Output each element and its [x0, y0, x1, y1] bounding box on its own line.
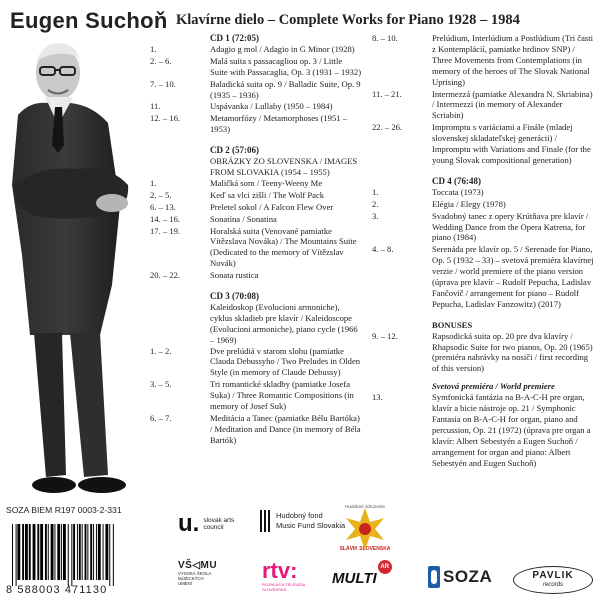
- track-title: Metamorfózy / Metamorphoses (1951 – 1953): [210, 113, 347, 135]
- cd2-subtitle: OBRÁZKY ZO SLOVENSKA / IMAGES FROM SLOVAKIA (1954 – 1955): [210, 156, 358, 177]
- track-number: 3.: [372, 210, 379, 221]
- soza-mark: SOZA: [443, 567, 493, 586]
- barcode-bar: [98, 524, 101, 580]
- slovak-arts-council-text: slovak arts council: [203, 516, 235, 531]
- music-fund-icon: [260, 510, 272, 532]
- track-title: Preletel sokol / A Falcon Flew Over: [210, 201, 334, 212]
- catalog-number: SOZA BIEM R197 0003-2-331: [6, 505, 122, 515]
- track-number: 14. – 16.: [150, 213, 181, 224]
- track-row: [150, 101, 362, 112]
- barcode-bar: [105, 524, 108, 580]
- track-number: 1.: [372, 186, 379, 197]
- barcode-bar: [22, 524, 24, 580]
- cd1-heading: CD 1 (72:05): [210, 33, 259, 43]
- slavik-slovenska-seal: [338, 504, 392, 554]
- pavlik-sub: records: [542, 582, 563, 588]
- track-number: 20. – 22.: [150, 270, 181, 281]
- slovak-arts-council-mark: u.: [178, 510, 200, 537]
- composer-name: Eugen Suchoň: [10, 8, 168, 33]
- vsmu-text: VYSOKÁ ŠKOLA MÚZICKÝCH UMENÍ: [178, 571, 211, 586]
- track-number: 11. – 21.: [372, 88, 402, 99]
- track-number: 11.: [150, 101, 161, 112]
- multi-mark: MULTI: [332, 570, 377, 587]
- track-row: [372, 331, 594, 375]
- vsmu-mark: VŠ◁MU: [178, 560, 218, 571]
- barcode-bar: [17, 524, 20, 580]
- track-number: 17. – 19.: [150, 225, 181, 236]
- barcode-bar: [87, 524, 88, 580]
- tracklist-left-column: [150, 33, 362, 447]
- track-title: Symfonická fantázia na B-A-C-H pre organ, klavír a bicie nástroje op. 21 / Symphonic Fantasia on B-A-C-H for organ, piano and percussion, Op. 21 (1972) (úprava pre organ a klavír: Albert Sebestyén a Eugen Suchoň / arrangement for organ and piano: Albert Sebestyén and Eugen Suchoň): [432, 392, 591, 468]
- barcode: [8, 524, 136, 586]
- cd1-tracks: [150, 44, 362, 135]
- vsmu-logo: [178, 560, 218, 586]
- barcode-bar: [25, 524, 28, 580]
- rtvs-mark: rtv:: [262, 558, 298, 583]
- track-number: 22. – 26.: [372, 122, 403, 133]
- track-row: [372, 89, 594, 122]
- track-title: Sonata rustica: [210, 270, 259, 281]
- seal-text-bottom: SLÁVIK SLOVENSKA: [339, 546, 391, 552]
- track-title: Tri romantické skladby (pamiatke Josefa Suka) / Three Romantic Compositions (in memory of Josef Suk): [210, 379, 354, 412]
- barcode-bar: [61, 524, 62, 580]
- track-title: Horalská suita (Venované pamiatke Vítězslava Nováka) / The Mountains Suite (Dedicated to the memory of Vítězslav Novák): [210, 225, 357, 269]
- track-number: 6. – 13.: [150, 201, 176, 212]
- cd2-heading: CD 2 (57:06): [210, 145, 259, 156]
- pavlik-records-logo: [513, 562, 593, 596]
- track-row: [150, 214, 362, 225]
- track-title: Malá suita s passacagliou op. 3 / Little Suite with Passacaglia, Op. 3 (1931 – 1932): [210, 55, 362, 77]
- cd2-tracks: [150, 178, 362, 281]
- track-number: 6. – 7.: [150, 413, 172, 423]
- barcode-bar: [54, 524, 55, 580]
- barcode-bar: [79, 524, 81, 580]
- barcode-bar: [12, 524, 13, 586]
- barcode-bar: [77, 524, 78, 580]
- bonuses-heading: BONUSES: [432, 319, 473, 330]
- track-number: 1. – 2.: [150, 345, 172, 356]
- world-premiere-heading: Svetová premiéra / World premiere: [432, 381, 555, 392]
- track-title: Intermezzá (pamiatke Alexandra N. Skriabina) / Intermezzi (in memory of Alexander Scriabin): [432, 88, 593, 121]
- track-number: 7. – 10.: [150, 78, 176, 89]
- cd3-tracks-continued: [372, 33, 594, 166]
- barcode-bar: [82, 524, 83, 580]
- track-row: [150, 56, 362, 78]
- track-number: 3. – 5.: [150, 379, 172, 390]
- track-row: [150, 379, 362, 412]
- barcode-bar: [73, 524, 75, 580]
- track-number: 2. – 5.: [150, 189, 172, 200]
- music-fund-name-en: Music Fund Slovakia: [276, 521, 346, 530]
- track-title: Elégia / Elegy (1978): [432, 198, 506, 209]
- track-number: 9. – 12.: [372, 330, 398, 341]
- track-number: 13.: [372, 392, 383, 403]
- track-title: Impromptu s variáciami a Finále (mladej slovenskej skladateľskej generácii) / Impromptu with Variations and Finale (for the young Slovak compositional generation): [432, 122, 591, 165]
- barcode-digits: 8 588003 471130: [6, 584, 108, 596]
- cd4-heading: CD 4 (76:48): [432, 175, 481, 186]
- multi-logo: [332, 560, 392, 590]
- track-row: [150, 113, 362, 135]
- track-row: [372, 122, 594, 166]
- barcode-bar: [90, 524, 92, 580]
- cd4-tracks: [372, 187, 594, 310]
- track-title: Baladická suita op. 9 / Balladic Suite, Op. 9 (1935 – 1936): [210, 78, 361, 100]
- track-title: Maličká som / Teeny-Weeny Me: [210, 177, 323, 188]
- barcode-bar: [16, 524, 17, 586]
- track-row: [372, 392, 594, 468]
- barcode-bar: [37, 524, 39, 580]
- barcode-bar: [103, 524, 104, 580]
- cd3-subtitle: Kaleidoskop (Evolucioni armoniche), cyklus skladieb pre klavír / Kaleidoscope (Evolucioni armoniche), piano cycle (1966 – 1969): [210, 301, 358, 345]
- cd3-tracks: [150, 346, 362, 446]
- track-row: [372, 187, 594, 198]
- track-number: 8. – 10.: [372, 33, 398, 43]
- track-row: [372, 244, 594, 309]
- tracklist-right-column: [372, 33, 594, 470]
- rtvs-logo: [262, 560, 322, 592]
- music-fund-logo: [260, 510, 345, 532]
- multi-badge: AR: [378, 560, 392, 574]
- track-number: 2.: [372, 198, 379, 209]
- album-title: Klavírne dielo – Complete Works for Piano 1928 – 1984: [176, 12, 520, 28]
- track-row: [150, 202, 362, 213]
- barcode-bar: [57, 524, 60, 580]
- track-title: Rapsodická suita op. 20 pre dva klavíry / Rhapsodic Suite for two pianos, Op. 20 (1965) (premiéra nahrávky na nosiči / first recording of this version): [432, 330, 593, 374]
- track-row: [150, 413, 362, 446]
- barcode-bar: [63, 524, 66, 580]
- pavlik-mark: PAVLIK: [532, 570, 574, 581]
- barcode-bar: [96, 524, 97, 580]
- cd3-heading: CD 3 (70:08): [210, 291, 259, 302]
- barcode-bar: [48, 524, 49, 580]
- barcode-bar: [93, 524, 94, 580]
- track-number: 4. – 8.: [372, 244, 394, 255]
- barcode-bar: [33, 524, 36, 580]
- track-row: [150, 270, 362, 281]
- track-number: 1.: [150, 177, 157, 188]
- track-number: 1.: [150, 43, 157, 54]
- track-title: Prelúdium, Interlúdium a Postlúdium (Tri časti z Kontemplácií, pamiatke hrdinov SNP) / Three Movements from Contemplations (in memory of the heroes of The Slovak National Uprising): [432, 33, 594, 87]
- track-number: 2. – 6.: [150, 55, 172, 66]
- track-title: Svadobný tanec z opery Krútňava pre klavír / Wedding Dance from the Opera Katrena, for piano (1984): [432, 210, 589, 243]
- track-title: Sonatína / Sonatina: [210, 213, 277, 224]
- track-title: Serenáda pre klavír op. 5 / Serenade for Piano, Op. 5 (1932 – 33) – svetová premiéra klavírnej verzie / world premiere of the piano version (úprava pre klavír – Rudolf Pepucha, Ladislav Fančovič / arrangement for piano – Rudolf Pepucha, Ladislav Fanzowitz) (2017): [432, 244, 594, 309]
- barcode-bar: [71, 524, 72, 586]
- barcode-bar: [45, 524, 47, 580]
- barcode-bar: [51, 524, 54, 580]
- track-title: Uspávanka / Lullaby (1950 – 1984): [210, 101, 333, 112]
- music-fund-name-sk: Hudobný fond: [276, 511, 323, 520]
- barcode-bar: [113, 524, 114, 586]
- track-title: Toccata (1973): [432, 186, 484, 197]
- track-number: 12. – 16.: [150, 113, 181, 124]
- track-title: Dve prelúdiá v starom slohu (pamiatke Clauda Debussyho / Two Preludes in Olden Style (in memory of Claude Debussy): [210, 345, 361, 378]
- seal-text-top: Hudobné zdruzenie: [345, 504, 385, 509]
- track-title: Adagio g mol / Adagio in G Minor (1928): [210, 43, 355, 54]
- slovak-arts-council-logo: [178, 510, 237, 538]
- track-row: [372, 33, 594, 88]
- soza-logo: [428, 566, 492, 588]
- track-row: [372, 199, 594, 210]
- barcode-bar: [85, 524, 87, 580]
- track-row: [150, 79, 362, 101]
- track-row: [150, 44, 362, 55]
- track-row: [150, 178, 362, 189]
- rtvs-text: ROZHLAS A TELEVÍZIA SLOVENSKA: [262, 582, 306, 592]
- track-row: [372, 211, 594, 244]
- barcode-bar: [29, 524, 31, 580]
- track-title: Meditácia a Tanec (pamiatke Bélu Bartóka) / Meditation and Dance (in memory of Béla Bartók): [210, 413, 361, 445]
- soza-icon: [428, 566, 440, 588]
- track-row: [150, 346, 362, 379]
- barcode-bar: [68, 524, 69, 586]
- track-row: [150, 226, 362, 270]
- barcode-bar: [40, 524, 43, 580]
- track-row: [150, 190, 362, 201]
- barcode-bar: [109, 524, 110, 586]
- track-title: Keď sa vlci zišli / The Wolf Pack: [210, 189, 325, 200]
